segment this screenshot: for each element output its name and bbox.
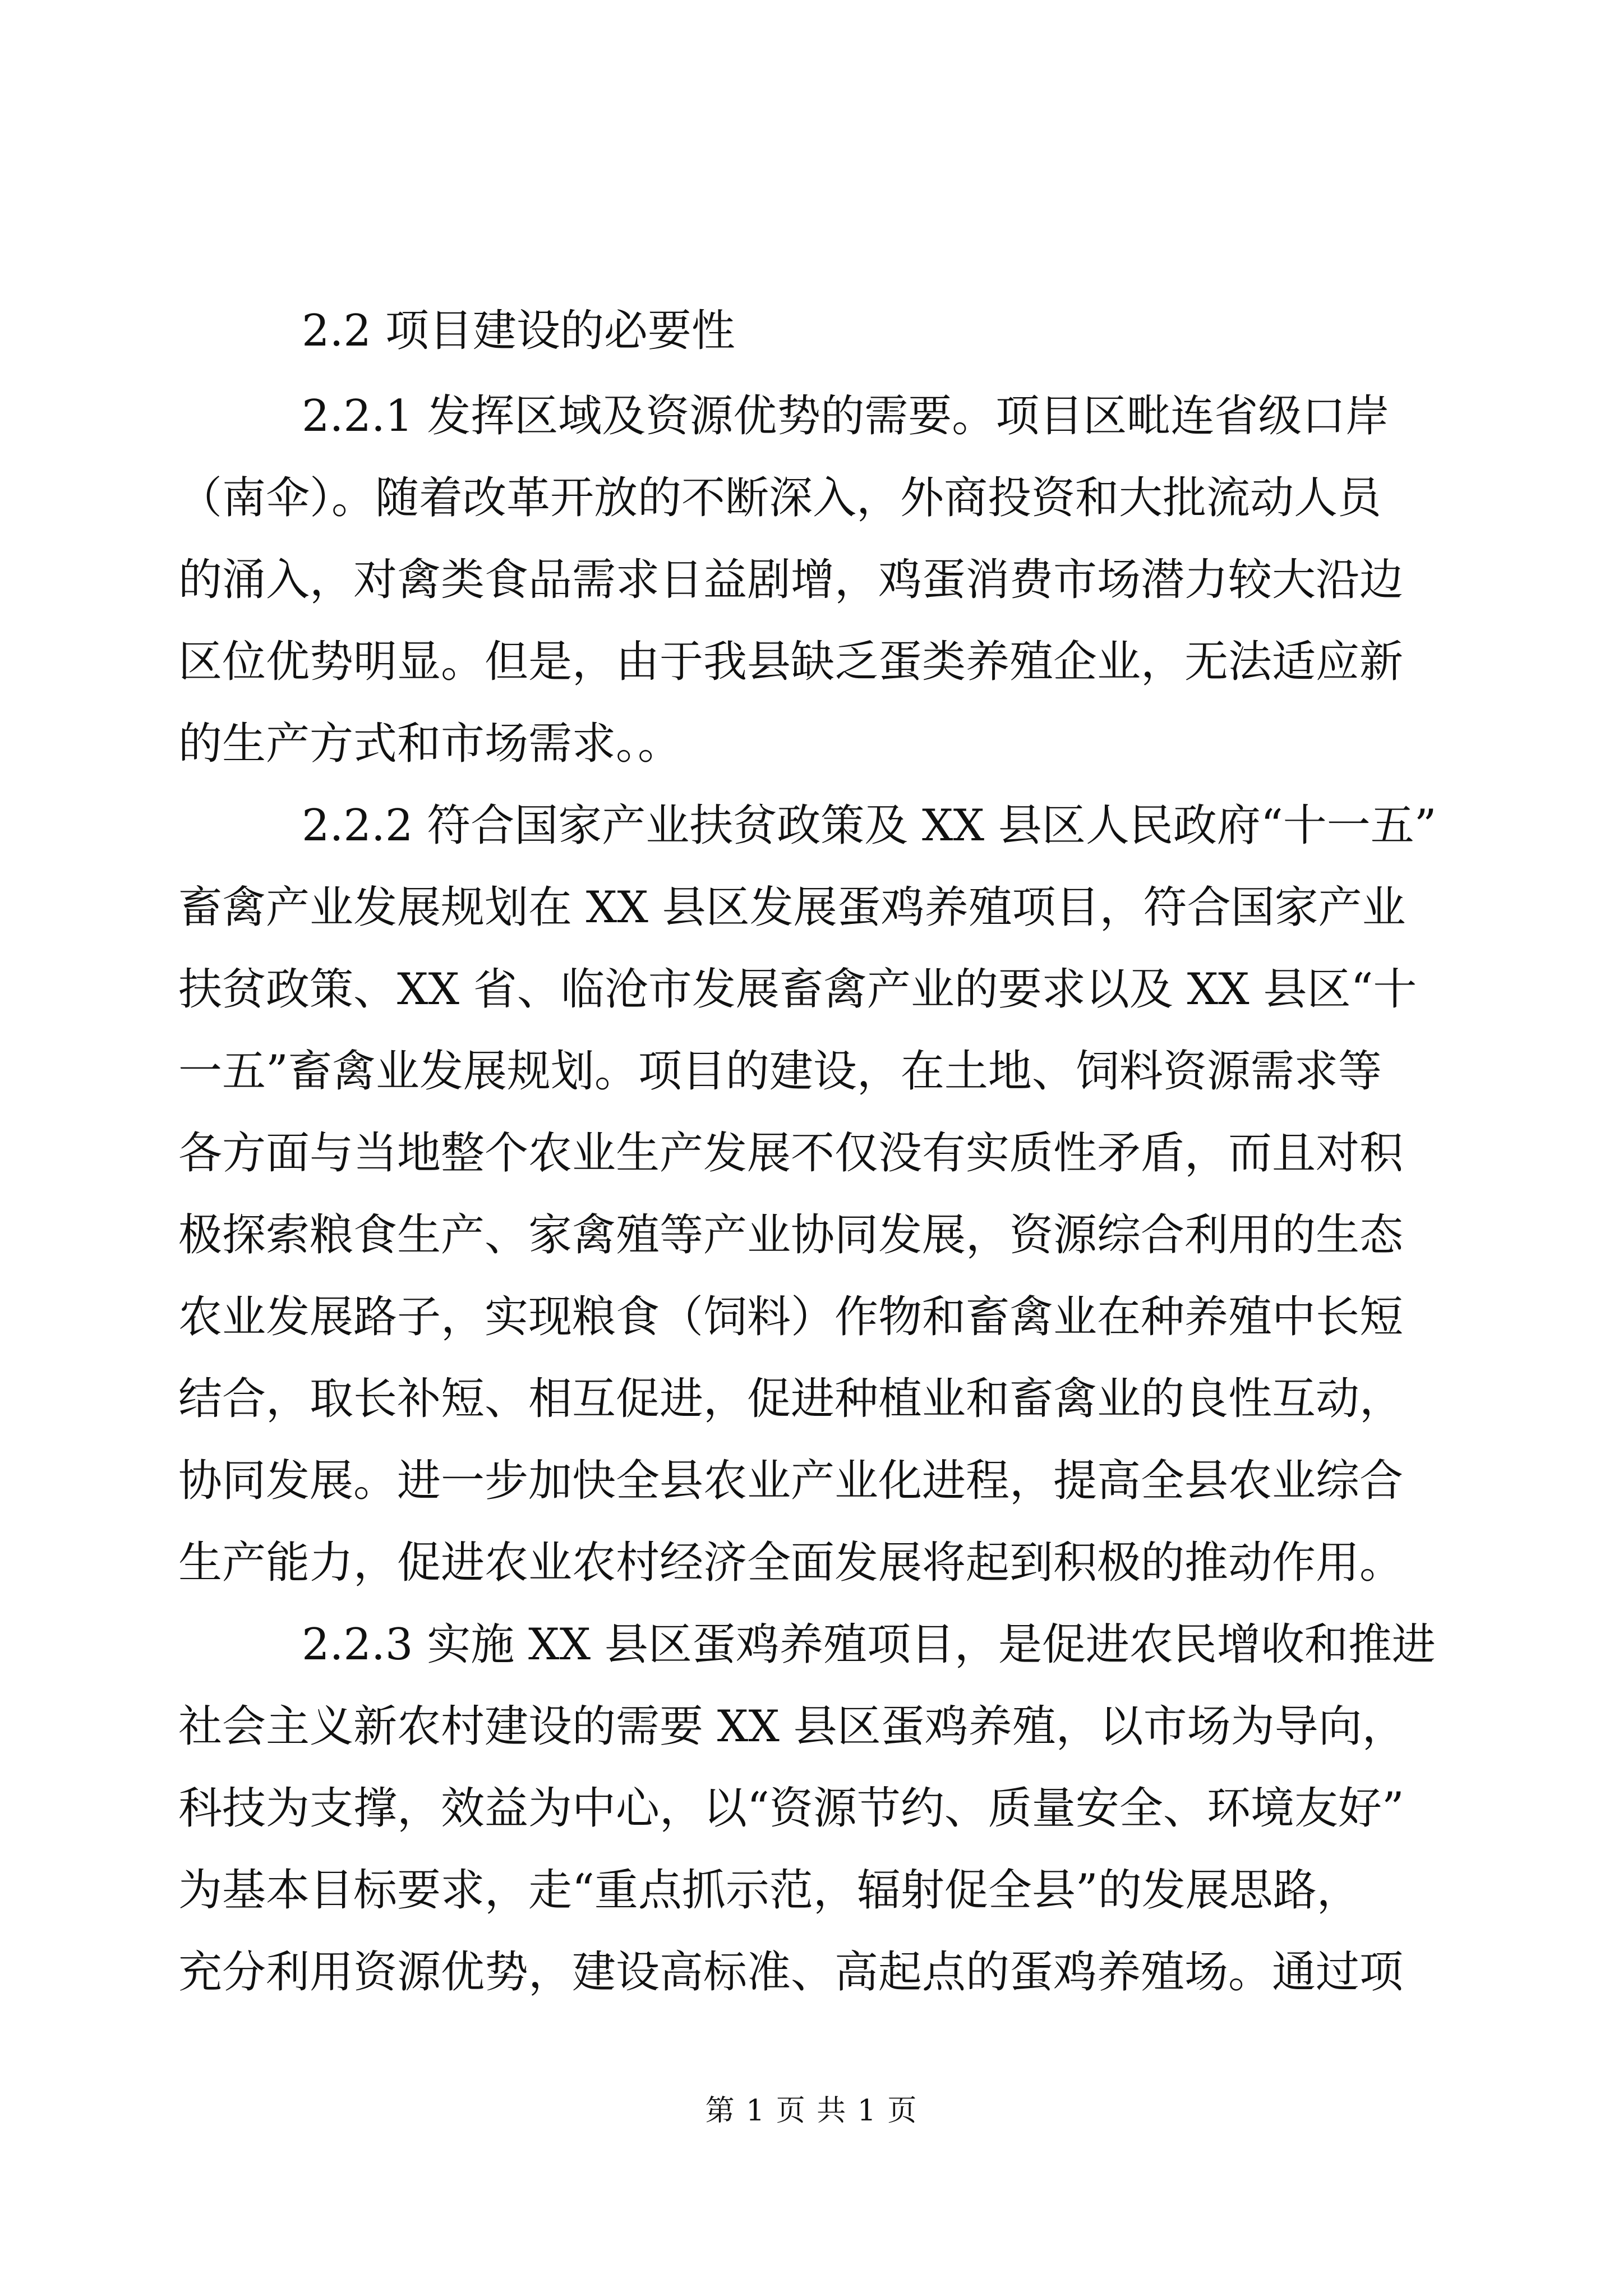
paragraph-line: 科技为支撑，效益为中心，以“资源节约、质量安全、环境友好” — [178, 1783, 1404, 1834]
paragraph-line: 一五”畜禽业发展规划。项目的建设，在土地、饲料资源需求等 — [178, 1046, 1382, 1097]
paragraph-line: 2.2.1 发挥区域及资源优势的需要。项目区毗连省级口岸 — [302, 391, 1390, 441]
paragraph-line: （南伞）。随着改革开放的不断深入，外商投资和大批流动人员 — [178, 473, 1382, 523]
paragraph-line: 各方面与当地整个农业生产发展不仅没有实质性矛盾，而且对积 — [178, 1128, 1404, 1179]
paragraph-line: 2.2.2 符合国家产业扶贫政策及 XX 县区人民政府“十一五” — [302, 800, 1437, 851]
page-footer: 第 1 页 共 1 页 — [705, 2094, 918, 2128]
paragraph-line: 的生产方式和市场需求。。 — [178, 719, 682, 769]
paragraph-line: 2.2.3 实施 XX 县区蛋鸡养殖项目，是促进农民增收和推进 — [302, 1619, 1436, 1670]
paragraph-line: 畜禽产业发展规划在 XX 县区发展蛋鸡养殖项目，符合国家产业 — [178, 882, 1406, 933]
paragraph-line: 扶贫政策、XX 省、临沧市发展畜禽产业的要求以及 XX 县区“十 — [178, 964, 1417, 1015]
paragraph-line: 农业发展路子，实现粮食（饲料）作物和畜禽业在种养殖中长短 — [178, 1292, 1404, 1342]
paragraph-line: 社会主义新农村建设的需要 XX 县区蛋鸡养殖，以市场为导向， — [178, 1701, 1406, 1752]
paragraph-line: 区位优势明显。但是，由于我县缺乏蛋类养殖企业，无法适应新 — [178, 637, 1404, 687]
paragraph-line: 为基本目标要求，走“重点抓示范，辐射促全县”的发展思路， — [178, 1865, 1361, 1916]
paragraph-line: 结合，取长补短、相互促进，促进种植业和畜禽业的良性互动， — [178, 1374, 1404, 1424]
paragraph-line: 充分利用资源优势，建设高标准、高起点的蛋鸡养殖场。通过项 — [178, 1947, 1404, 1998]
paragraph-line: 的涌入，对禽类食品需求日益剧增，鸡蛋消费市场潜力较大沿边 — [178, 555, 1404, 605]
paragraph-line: 生产能力，促进农业农村经济全面发展将起到积极的推动作用。 — [178, 1538, 1404, 1588]
paragraph-line: 协同发展。进一步加快全县农业产业化进程，提高全县农业综合 — [178, 1456, 1404, 1506]
paragraph-line: 极探索粮食生产、家禽殖等产业协同发展，资源综合利用的生态 — [178, 1210, 1404, 1260]
section-heading: 2.2 项目建设的必要性 — [302, 306, 735, 356]
